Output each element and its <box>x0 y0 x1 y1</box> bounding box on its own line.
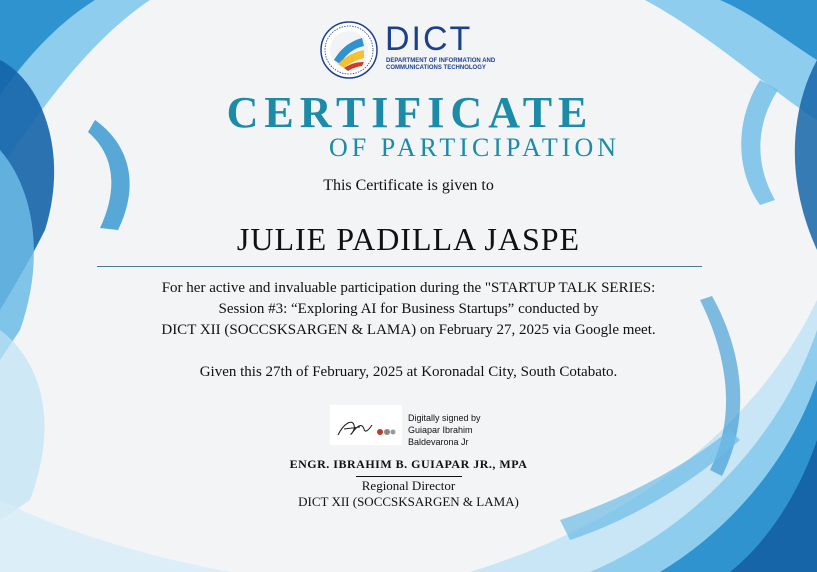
certificate-subtitle: OF PARTICIPATION <box>329 133 620 162</box>
handwritten-signature-icon <box>330 405 402 445</box>
dict-seal-icon <box>318 20 380 80</box>
body-line-1: For her active and invaluable participation during the "STARTUP TALK SERIES: <box>161 280 656 296</box>
body-line-3: DICT XII (SOCCSKSARGEN & LAMA) on February 27, 2025 via Google meet. <box>161 322 656 338</box>
digital-sig-line-2: Guiapar Ibrahim <box>408 425 473 435</box>
digital-sig-line-1: Digitally signed by <box>408 413 481 423</box>
dict-brand-name: DICT <box>385 20 473 58</box>
digital-sig-line-3: Baldevarona Jr <box>408 437 469 447</box>
signer-office: DICT XII (SOCCSKSARGEN & LAMA) <box>298 494 519 509</box>
deco-swoosh-tl-accent <box>88 120 130 230</box>
certificate-title: CERTIFICATE <box>226 88 594 137</box>
signer-name: ENGR. IBRAHIM B. GUIAPAR JR., MPA <box>289 457 528 471</box>
signer-title: Regional Director <box>361 478 456 493</box>
given-date-text: Given this 27th of February, 2025 at Koronadal City, South Cotabato. <box>199 364 618 380</box>
signature-image <box>330 405 402 445</box>
deco-swoosh-bl-faint <box>0 500 230 572</box>
dict-logo <box>318 18 498 80</box>
body-line-2: Session #3: “Exploring AI for Business Startups” conducted by <box>218 301 599 317</box>
certificate-body <box>0 278 817 341</box>
name-underline <box>97 266 702 267</box>
brand-line-2: COMMUNICATIONS TECHNOLOGY <box>386 65 486 71</box>
given-to-text: This Certificate is given to <box>323 177 494 194</box>
signer-underline <box>356 476 462 477</box>
brand-line-1: DEPARTMENT OF INFORMATION AND <box>386 58 496 64</box>
digital-signature-note <box>408 412 518 448</box>
dict-brand-subtitle <box>386 58 506 72</box>
recipient-name: JULIE PADILLA JASPE <box>236 221 581 257</box>
